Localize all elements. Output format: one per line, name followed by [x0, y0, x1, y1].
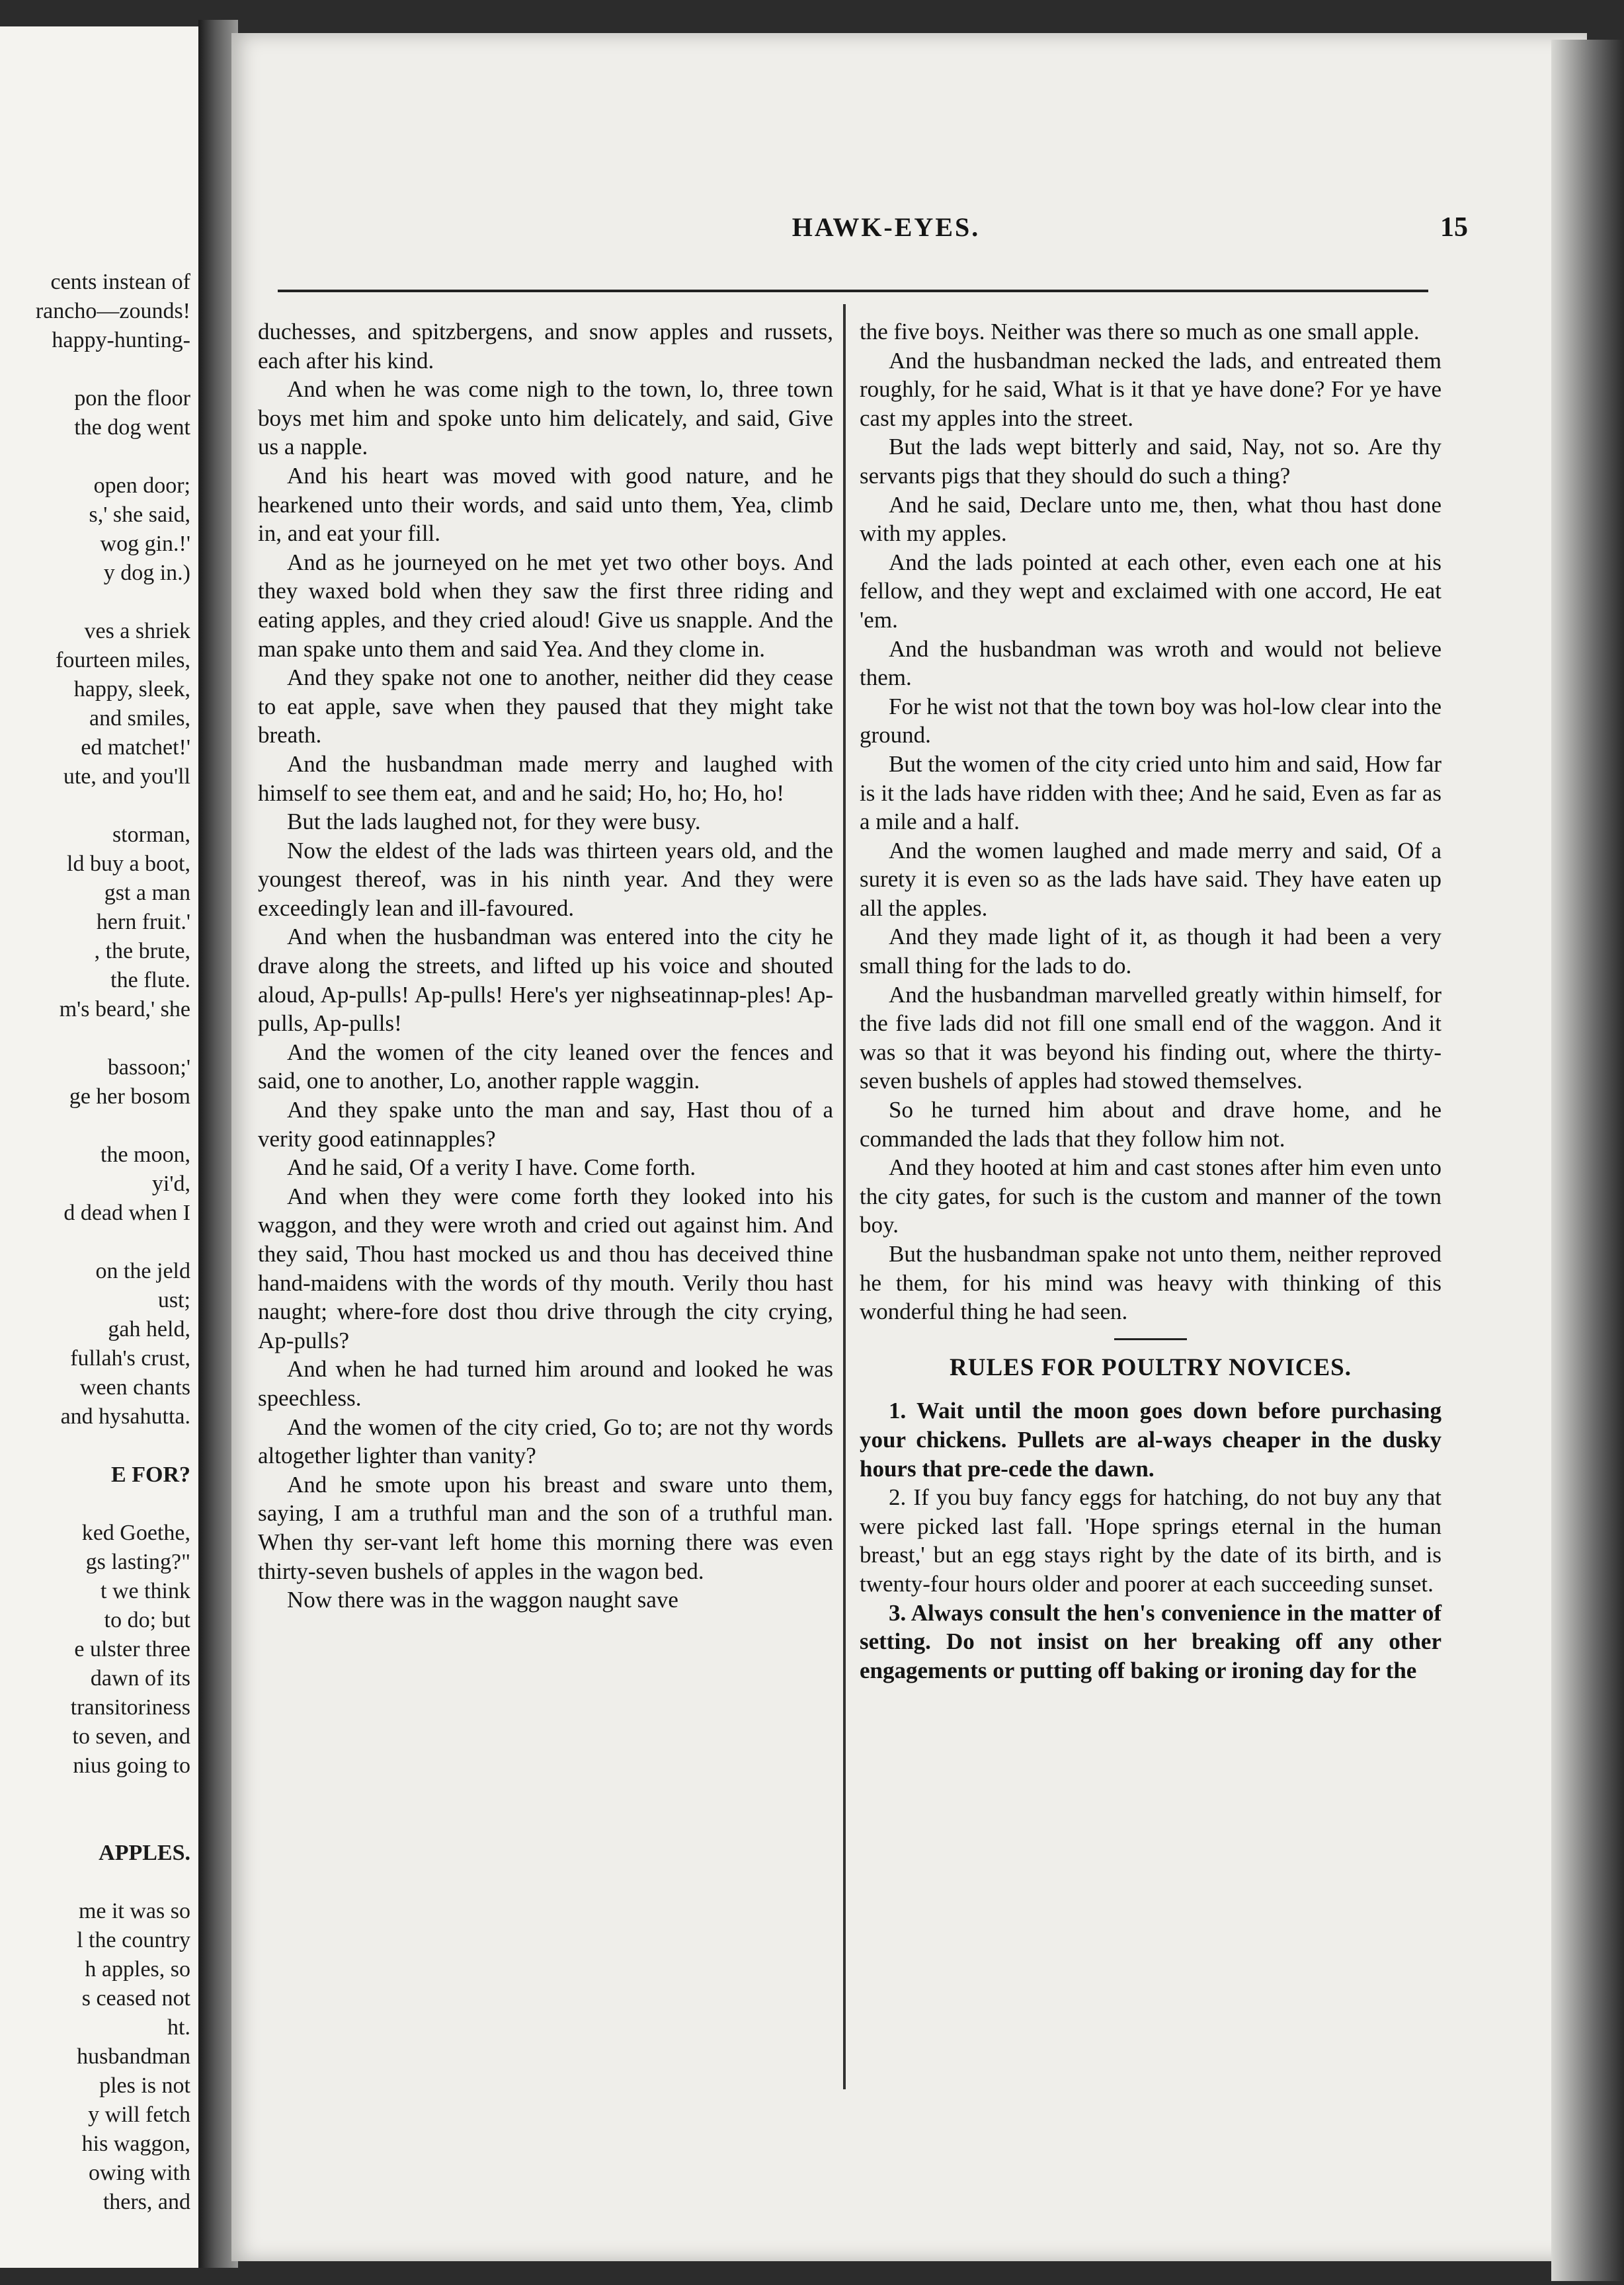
paragraph: Now the eldest of the lads was thirteen years old, and the youngest thereof, was in his ninth year. And they were exceedingly lean and ill-favoured.: [258, 837, 833, 921]
left-page-line: m's beard,' she: [59, 997, 190, 1022]
left-page-line: and hysahutta.: [60, 1404, 190, 1429]
left-page-line: h apples, so: [85, 1957, 190, 1982]
header-rule: [278, 290, 1428, 292]
left-page-line: [0, 1781, 190, 1810]
paragraph: And the women of the city cried, Go to; are not thy words altogether lighter than vanity?: [258, 1414, 833, 1469]
left-page-line: ked Goethe,: [81, 1521, 190, 1545]
left-page-line: APPLES.: [99, 1841, 190, 1865]
section-heading: RULES FOR POULTRY NOVICES.: [950, 1353, 1352, 1381]
paragraph: But the lads wept bitterly and said, Nay, not so. Are thy servants pigs that they should do such a thing?: [860, 434, 1441, 489]
left-page-line: rancho—zounds!: [35, 299, 190, 323]
section-divider: [1114, 1338, 1187, 1340]
left-page-line: ht.: [167, 2015, 190, 2040]
left-page-line: ed matchet!': [81, 735, 190, 760]
left-page-line: to do; but: [104, 1608, 190, 1632]
left-page-line: nius going to: [73, 1753, 190, 1778]
left-page-line: [0, 1228, 190, 1257]
paragraph: But the women of the city cried unto him and said, How far is it the lads have ridden with thee; And he said, Even as far as a mile and a half.: [860, 750, 1441, 835]
left-page-line: gst a man: [104, 881, 190, 905]
left-page-line: ves a shriek: [84, 619, 190, 643]
left-page-line: gs lasting?": [85, 1550, 190, 1574]
paragraph: And the lads pointed at each other, even each one at his fellow, and they wept and exclaimed with one accord, He eat 'em.: [860, 549, 1441, 633]
left-page-line: hern fruit.': [96, 910, 190, 934]
left-page-line: storman,: [112, 822, 190, 847]
left-page-fragment: [0, 26, 198, 2268]
paragraph: And when he had turned him around and looked he was speechless.: [258, 1356, 833, 1411]
left-page-line: bassoon;': [107, 1055, 190, 1080]
left-page-line: E FOR?: [111, 1463, 190, 1487]
paragraph: But the husbandman spake not unto them, neither reproved he them, for his mind was heavy with thinking of this wonderful thing he had seen.: [860, 1241, 1441, 1325]
left-page-line: d dead when I: [63, 1201, 190, 1225]
left-page-line: [0, 1111, 190, 1141]
left-page-line: ween chants: [79, 1375, 190, 1400]
left-page-line: [0, 1024, 190, 1053]
rule-item: 1. Wait until the moon goes down before purchasing your chickens. Pullets are al-ways cheaper in the dusky hours that pre-cede the dawn.: [860, 1398, 1441, 1482]
left-page-line: wog gin.!': [100, 532, 190, 556]
page-edge-shadow: [1551, 40, 1624, 2281]
story-continuation: [860, 317, 1441, 1326]
left-page-line: ute, and you'll: [63, 764, 190, 789]
left-page-line: l the country: [77, 1928, 190, 1952]
left-page-line: the flute.: [110, 968, 190, 992]
left-page-line: dawn of its: [90, 1666, 190, 1691]
left-page-line: yi'd,: [151, 1172, 190, 1196]
paragraph: But the lads laughed not, for they were busy.: [287, 809, 701, 835]
page-number: 15: [1440, 212, 1468, 243]
left-page-line: y dog in.): [103, 561, 190, 585]
left-page-line: husbandman: [77, 2044, 190, 2069]
left-page-line: [0, 791, 190, 821]
column-left: [258, 317, 833, 1615]
paragraph: So he turned him about and drave home, and he commanded the lads that they follow him not.: [860, 1097, 1441, 1152]
left-page-line: owing with: [89, 2161, 190, 2185]
left-page-line: [0, 588, 190, 617]
rule-item: 3. Always consult the hen's convenience in the matter of setting. Do not insist on her breaking off any other engagements or putting off baking or ironing day for the: [860, 1599, 1441, 1683]
paragraph: And the husbandman necked the lads, and entreated them roughly, for he said, What is it that ye have done? For ye have cast my apples into the street.: [860, 347, 1441, 431]
left-page-line: the moon,: [101, 1142, 190, 1167]
left-page-line: pon the floor: [74, 386, 190, 411]
left-page-line: on the jeld: [95, 1259, 190, 1283]
left-page-line: ge her bosom: [69, 1084, 190, 1109]
column-divider: [843, 304, 846, 2089]
left-page-line: fourteen miles,: [56, 648, 190, 672]
left-page-line: s ceased not: [81, 1986, 190, 2011]
left-page-line: s,' she said,: [89, 502, 190, 527]
paragraph: And the women laughed and made merry and said, Of a surety it is even so as the lads have said. They have eaten up all the apples.: [860, 837, 1441, 921]
paragraph: And as he journeyed on he met yet two other boys. And they waxed bold when they saw the first three riding and eating apples, and they cried aloud! Give us snapple. And the man spake unto them and said Yea. And they clome in.: [258, 549, 833, 662]
left-page-line: ld buy a boot,: [67, 852, 190, 876]
paragraph: And they hooted at him and cast stones after him even unto the city gates, for such is the custom and manner of the town boy.: [860, 1154, 1441, 1238]
paragraph: And when he was come nigh to the town, lo, three town boys met him and spoke unto him delicately, and said, Give us a napple.: [258, 376, 833, 460]
left-page-line: to seven, and: [72, 1724, 190, 1749]
left-page-line: t we think: [101, 1579, 190, 1603]
paragraph: And they spake unto the man and say, Hast thou of a verity good eatinnapples?: [258, 1097, 833, 1152]
left-page-line: ust;: [157, 1288, 190, 1312]
paragraph: And he said, Of a verity I have. Come forth.: [287, 1154, 696, 1181]
paragraph: duchesses, and spitzbergens, and snow apples and russets, each after his kind.: [258, 319, 833, 374]
paragraph: And the husbandman made merry and laughed with himself to see them eat, and and he said; Ho, ho; Ho, ho!: [258, 750, 833, 806]
paragraph: And the women of the city leaned over the fences and said, one to another, Lo, another rapple waggin.: [258, 1039, 833, 1094]
left-page-line: [0, 1868, 190, 1897]
left-page-line: thers, and: [102, 2190, 190, 2214]
left-page-line: [0, 1431, 190, 1461]
column-right: [860, 317, 1441, 1685]
paragraph: And they spake not one to another, neither did they cease to eat apple, save when they paused that they might take breath.: [258, 664, 833, 748]
paragraph: And when they were come forth they looked into his waggon, and they were wroth and cried out against him. And they said, Thou hast mocked us and thou has deceived thine hand-maidens with the words of thy mouth. Verily thou hast naught; where-fore dost thou drive through the city crying, Ap-pulls?: [258, 1183, 833, 1353]
left-page-line: [0, 355, 190, 384]
left-page-line: e ulster three: [74, 1637, 190, 1662]
left-page-line: happy-hunting-: [52, 328, 190, 352]
paragraph: And when the husbandman was entered into the city he drave along the streets, and lifted up his voice and shouted aloud, Ap-pulls! Ap-pulls! Here's yer nighseatinnap-ples! Ap-pulls, Ap-pulls!: [258, 924, 833, 1037]
left-page-line: , the brute,: [94, 939, 190, 963]
left-page-line: me it was so: [78, 1899, 190, 1923]
left-page-line: [0, 1810, 190, 1839]
left-page-text: [0, 268, 190, 2217]
left-page-line: transitoriness: [70, 1695, 190, 1720]
paragraph: For he wist not that the town boy was hol-low clear into the ground.: [860, 693, 1441, 748]
paragraph: And he smote upon his breast and sware unto them, saying, I am a truthful man and the son of a truthful man. When thy ser-vant left home this morning there was even thirty-seven bushels of apples in the wagon bed.: [258, 1471, 833, 1584]
left-page-line: gah held,: [108, 1317, 190, 1342]
left-page-line: and smiles,: [89, 706, 190, 731]
paragraph: And the husbandman was wroth and would not believe them.: [860, 635, 1441, 691]
paragraph: Now there was in the waggon naught save: [287, 1587, 678, 1613]
left-page-line: cents instean of: [50, 270, 190, 294]
paragraph: the five boys. Neither was there so much as one small apple.: [860, 319, 1420, 344]
left-page-line: happy, sleek,: [73, 677, 190, 702]
paragraph: And his heart was moved with good nature, and he hearkened unto their words, and said unto them, Yea, climb in, and eat your fill.: [258, 462, 833, 547]
left-page-line: fullah's crust,: [70, 1346, 190, 1371]
left-page-line: his waggon,: [81, 2132, 190, 2156]
left-page-line: [0, 1490, 190, 1519]
left-page-line: y will fetch: [88, 2103, 190, 2127]
rule-item: 2. If you buy fancy eggs for hatching, do not buy any that were picked last fall. 'Hope springs eternal in the human breast,' but an egg stays right by the date of its birth, and is twenty-four hours older and poorer at each succeeding sunset.: [860, 1484, 1441, 1597]
rules-list: [860, 1396, 1441, 1685]
paragraph: And they made light of it, as though it had been a very small thing for the lads to do.: [860, 924, 1441, 979]
paragraph: And he said, Declare unto me, then, what thou hast done with my apples.: [860, 491, 1441, 547]
page: [231, 33, 1587, 2261]
left-page-line: open door;: [93, 473, 190, 498]
left-page-line: [0, 442, 190, 471]
left-page-line: ples is not: [99, 2073, 190, 2098]
page-header: [291, 212, 1481, 251]
running-title: HAWK-EYES.: [792, 212, 981, 242]
paragraph: And the husbandman marvelled greatly within himself, for the five lads did not fill one small end of the waggon. And it was so that it was beyond his finding out, where the thirty-seven bushels of apples had stowed themselves.: [860, 981, 1441, 1094]
left-page-line: the dog went: [74, 415, 190, 440]
